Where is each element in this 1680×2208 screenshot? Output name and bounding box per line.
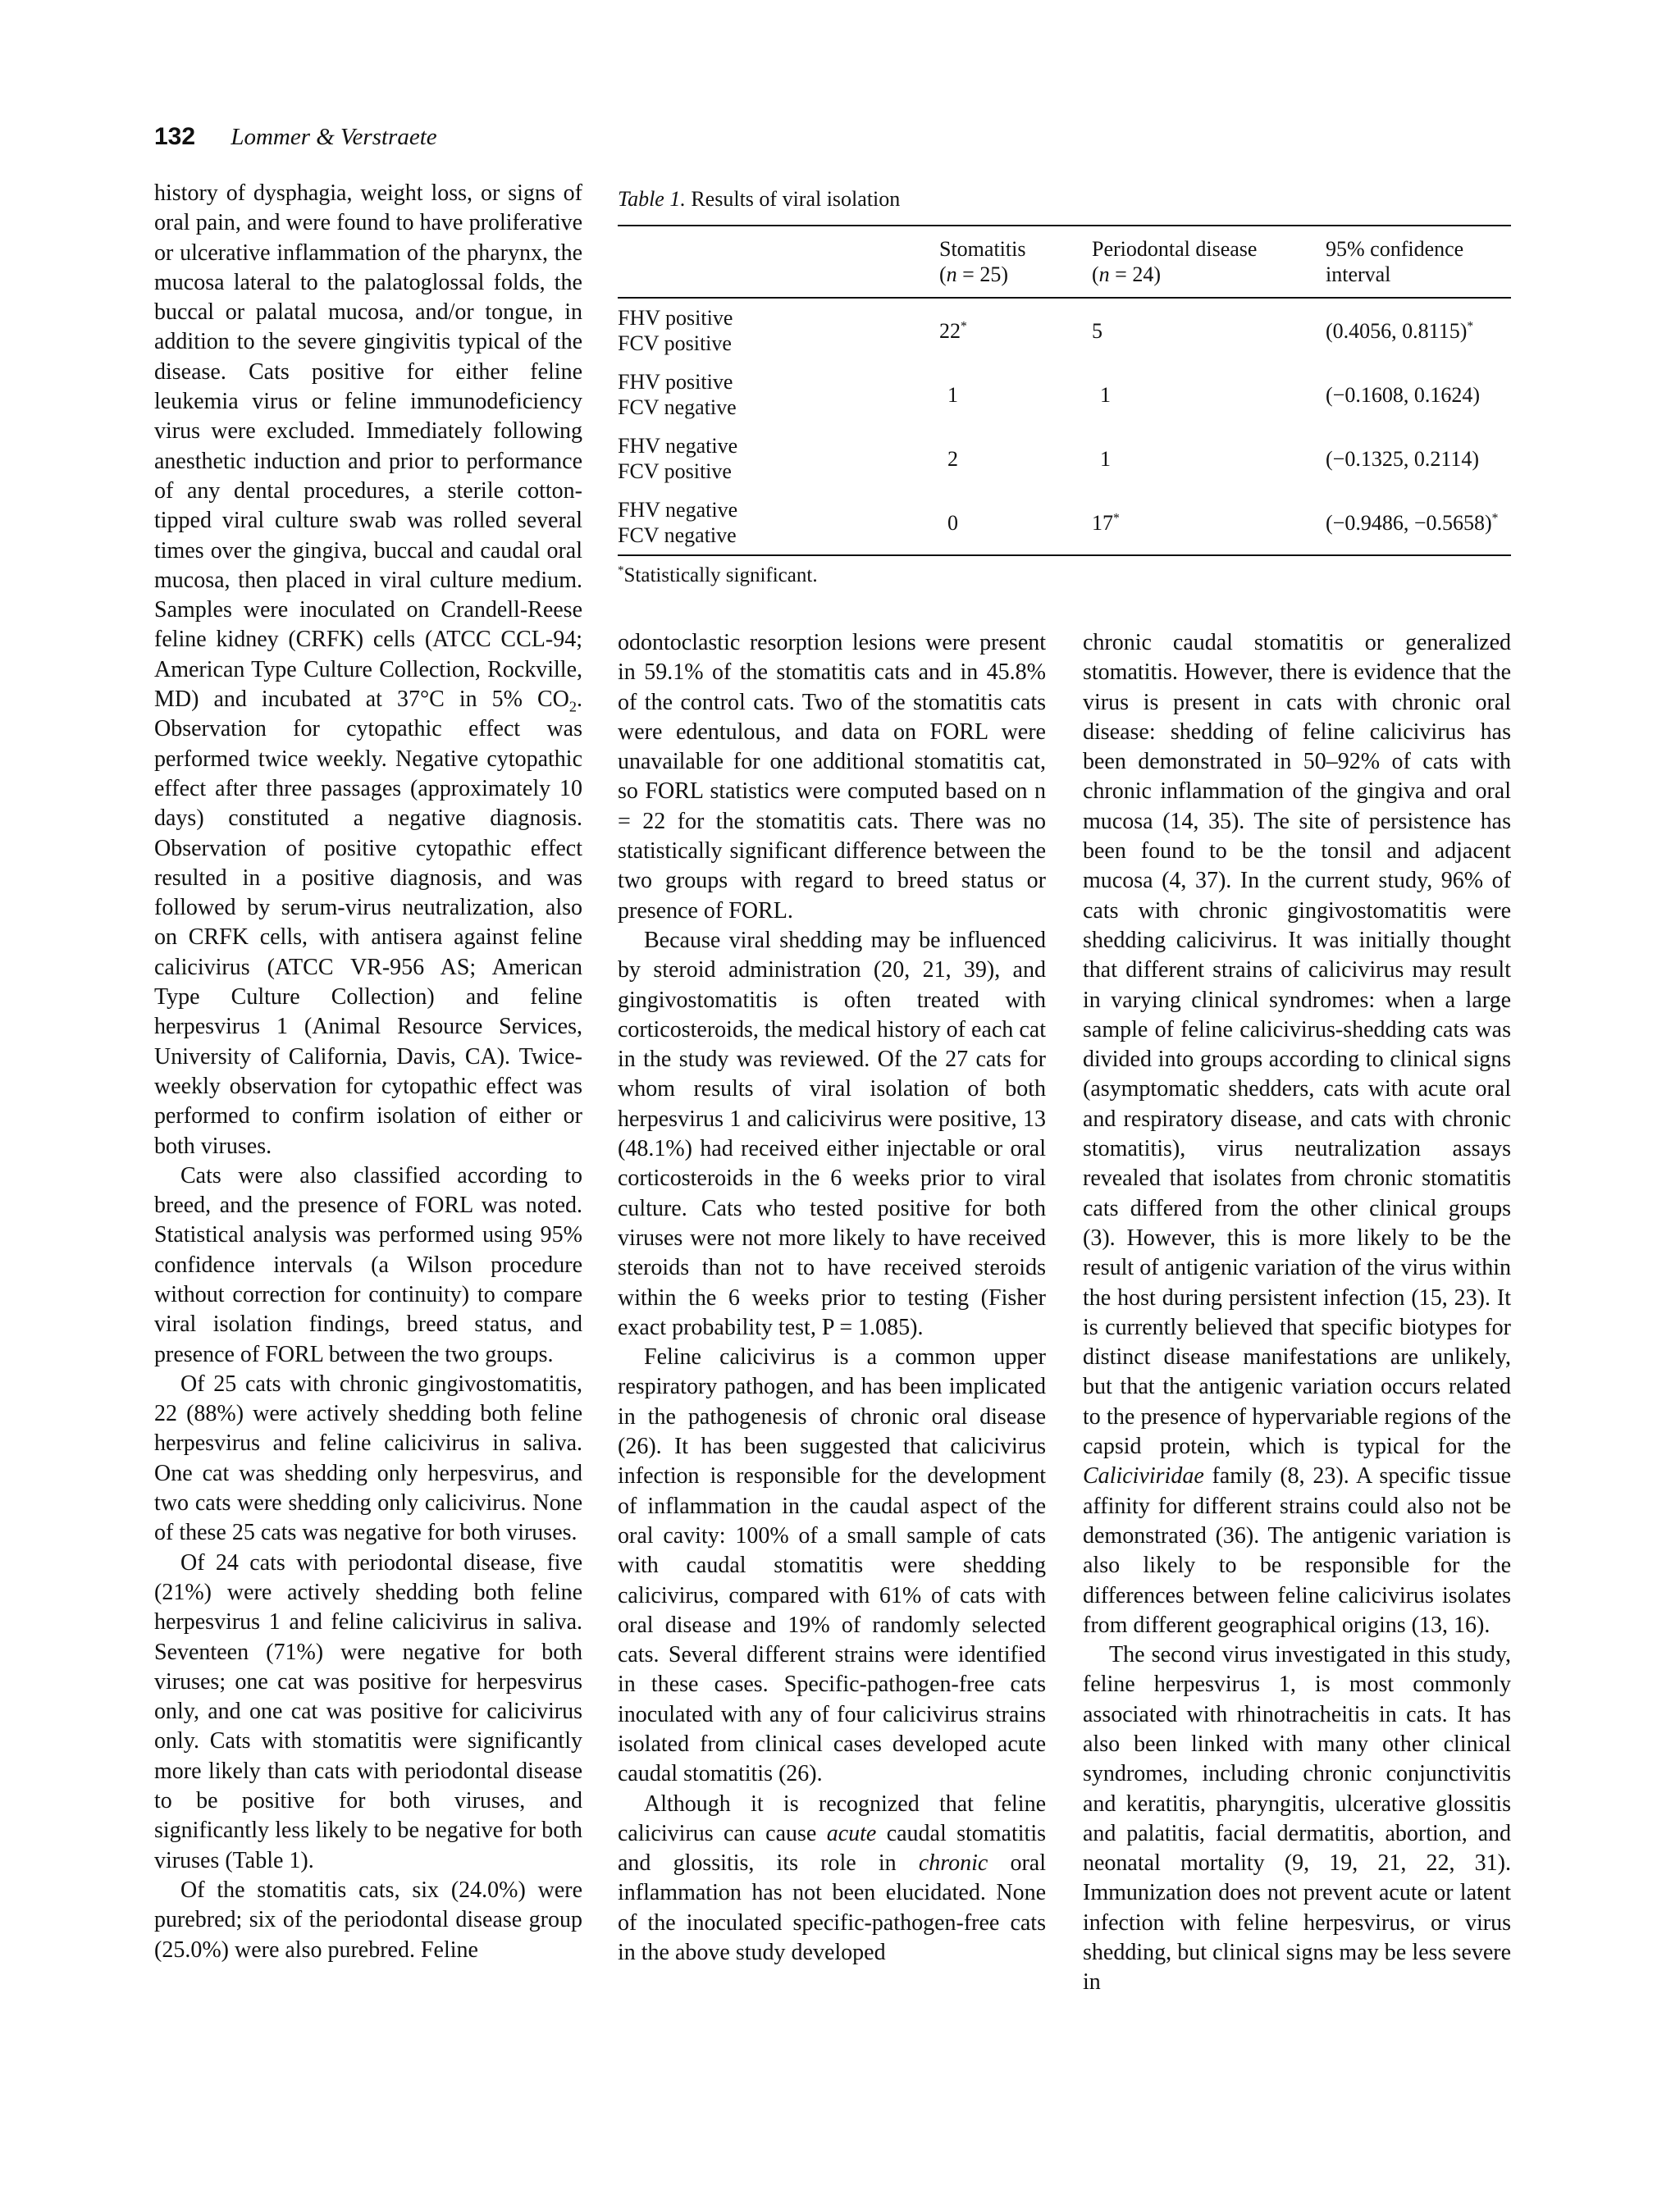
paragraph: The second virus investigated in this study, feline herpesvirus 1, is most commonly associated with rhinotracheitis in cats. It has also been linked with many other clinical syndromes, including chronic conjunctivitis and keratitis, pharyngitis, ulcerative glossitis and palatitis, facial dermatitis, abortion, and neonatal mortality (9, 19, 21, 22, 31). Immunization does not prevent acute or latent infection with feline herpesvirus, or virus shedding, but clinical signs may be less severe in bbox=[1083, 1642, 1511, 1996]
text-column-left bbox=[154, 179, 582, 1965]
paragraph: Of 25 cats with chronic gingivostomatitis, 22 (88%) were actively shedding both feline herpesvirus and feline calicivirus in saliva. One cat was shedding only herpesvirus, and two cats were shedding only calicivirus. None of these 25 cats was negative for both viruses. bbox=[154, 1371, 582, 1546]
paragraph: Of the stomatitis cats, six (24.0%) were purebred; six of the periodontal disease group (25.0%) were also purebred. Feline bbox=[154, 1877, 582, 1963]
paragraph: Of 24 cats with periodontal disease, five (21%) were actively shedding both feline herpesvirus 1 and feline calicivirus in saliva. Seventeen (71%) were negative for both viruses; one cat was positive for herpesvirus only, and one cat was positive for calicivirus only. Cats with stomatitis were significantly more likely than cats with periodontal disease to be positive for both viruses, and significantly less likely to be negative for both viruses (Table 1). bbox=[154, 1549, 582, 1873]
running-header bbox=[154, 123, 437, 151]
paragraph: Feline calicivirus is a common upper respiratory pathogen, and has been implicated in the pathogenesis of chronic oral disease (26). It has been suggested that calicivirus infection is responsible for the development of inflammation in the caudal aspect of the oral cavity: 100% of a small sample of cats with caudal stomatitis were shedding calicivirus, compared with 61% of cats with oral disease and 19% of randomly selected cats. Several different strains were identified in these cases. Specific-pathogen-free cats inoculated with any of four calicivirus strains isolated from clinical cases developed acute caudal stomatitis (26). bbox=[618, 1344, 1046, 1787]
text-column-right bbox=[1083, 628, 1511, 1998]
running-authors: Lommer & Verstraete bbox=[231, 124, 437, 150]
paragraph: odontoclastic resorption lesions were present in 59.1% of the stomatitis cats and in 45.8% of the control cats. Two of the stomatitis cats were edentulous, and data on FORL were unavailable for one additional stomatitis cat, so FORL statistics were computed based on n = 22 for the stomatitis cats. There was no statistically significant difference between the two groups with regard to breed status or presence of FORL. bbox=[618, 630, 1046, 924]
table-row: FHV positive FCV negative 1 1 (−0.1608, 0.1624) bbox=[618, 370, 1480, 419]
paragraph: Although it is recognized that feline calicivirus can cause acute caudal stomatitis and glossitis, its role in chronic oral inflammation has not been elucidated. None of the inoculated specific-pathogen-free cats in the above study developed bbox=[618, 1791, 1047, 1966]
table-header-periodontal: Periodontal disease (n = 24) bbox=[1092, 237, 1258, 286]
page-number: 132 bbox=[154, 123, 196, 150]
table-row: FHV negative FCV positive 2 1 (−0.1325, 0.2114) bbox=[618, 434, 1480, 483]
results-table bbox=[618, 187, 1511, 587]
text-column-middle bbox=[618, 628, 1046, 1968]
table-row: FHV positive FCV positive 22* 5 (0.4056, 0.8115)* bbox=[618, 306, 1474, 355]
viral-isolation-table bbox=[618, 225, 1511, 556]
table-header-ci: 95% confidence interval bbox=[1326, 237, 1464, 286]
paragraph: Cats were also classified according to breed, and the presence of FORL was noted. Statistical analysis was performed using 95% confidence intervals (a Wilson procedure without correction for continuity) to compare viral isolation findings, breed status, and presence of FORL between the two groups. bbox=[154, 1162, 582, 1367]
paragraph: history of dysphagia, weight loss, or signs of oral pain, and were found to have proliferative or ulcerative inflammation of the pharynx, the mucosa lateral to the palatoglossal folds, the buccal or palatal mucosa, and/or tongue, in addition to the severe gingivitis typical of the disease. Cats positive for either feline leukemia virus or feline immunodeficiency virus were excluded. Immediately following anesthetic induction and prior to performance of any dental procedures, a sterile cotton-tipped viral culture swab was rolled several times over the gingiva, buccal and caudal oral mucosa, then placed in viral culture medium. Samples were inoculated on Crandell-Reese feline kidney (CRFK) cells (ATCC CCL-94; American Type Culture Collection, Rockville, MD) and incubated at 37°C in 5% $CO_2$. Observation for cytopathic effect was performed twice weekly. Negative cytopathic effect after three passages (approximately 10 days) constituted a negative diagnosis. Observation of positive cytopathic effect resulted in a positive diagnosis, and was followed by serum-virus neutralization, also on CRFK cells, with antisera against feline calicivirus (ATCC VR-956 AS; American Type Culture Collection) and feline herpesvirus 1 (Animal Resource Services, University of California, Davis, CA). Twice-weekly observation for cytopathic effect was performed to confirm isolation of either or both viruses. bbox=[154, 180, 582, 1159]
table-caption: Table 1. Results of viral isolation bbox=[618, 187, 901, 211]
table-header-empty bbox=[618, 226, 939, 298]
paragraph: chronic caudal stomatitis or generalized stomatitis. However, there is evidence that the virus is present in cats with chronic oral disease: shedding of feline calicivirus has been demonstrated in 50–92% of cats with chronic inflammation of the gingiva and oral mucosa (14, 35). The site of persistence has been found to be the tonsil and adjacent mucosa (4, 37). In the current study, 96% of cats with chronic gingivostomatitis were shedding calicivirus. It was initially thought that different strains of calicivirus may result in varying clinical syndromes: when a large sample of feline calicivirus-shedding cats was divided into groups according to clinical signs (asymptomatic shedders, cats with acute oral and respiratory disease, and cats with chronic stomatitis), virus neutralization assays revealed that isolates from chronic stomatitis cats differed from the other clinical groups (3). However, this is more likely to be the result of antigenic variation of the virus within the host during persistent infection (15, 23). It is currently believed that specific biotypes for distinct disease manifestations are unlikely, but that the antigenic variation occurs related to the presence of hypervariable regions of the capsid protein, which is typical for the Caliciviridae family (8, 23). A specific tissue affinity for different strains could also not be demonstrated (36). The antigenic variation is also likely to be responsible for the differences between feline calicivirus isolates from different geographical origins (13, 16). bbox=[1083, 630, 1511, 1638]
table-header-stomatitis: Stomatitis (n = 25) bbox=[939, 237, 1026, 286]
table-row: FHV negative FCV negative 0 17* (−0.9486, −0.5658)* bbox=[618, 490, 1511, 555]
paragraph: Because viral shedding may be influenced by steroid administration (20, 21, 39), and gingivostomatitis is often treated with corticosteroids, the medical history of each cat in the study was reviewed. Of the 27 cats for whom results of viral isolation of both herpesvirus 1 and calicivirus were positive, 13 (48.1%) had received either injectable or oral corticosteroids in the 6 weeks prior to viral culture. Cats who tested positive for both viruses were not more likely to have received steroids than not to have received steroids within the 6 weeks prior to testing (Fisher exact probability test, P = 1.085). bbox=[618, 927, 1046, 1340]
table-footnote: *Statistically significant. bbox=[618, 563, 818, 586]
